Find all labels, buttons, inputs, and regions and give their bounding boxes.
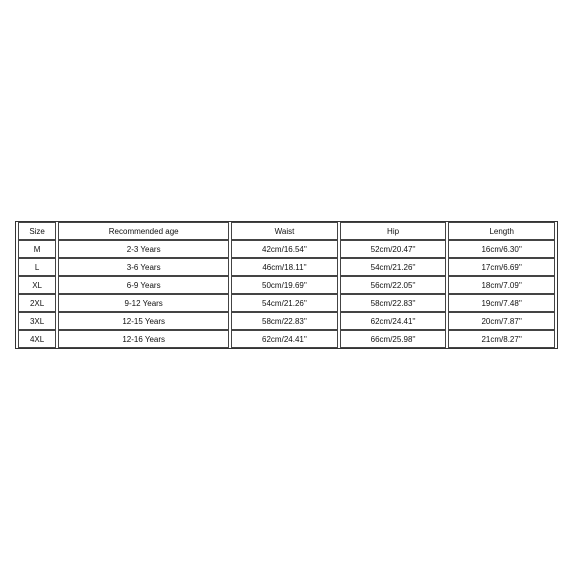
cell-age: 6-9 Years xyxy=(58,276,229,294)
header-waist: Waist xyxy=(231,222,338,240)
table-header-row xyxy=(18,222,555,240)
cell-hip: 54cm/21.26'' xyxy=(340,258,447,276)
cell-waist: 42cm/16.54'' xyxy=(231,240,338,258)
cell-waist: 54cm/21.26'' xyxy=(231,294,338,312)
table-row xyxy=(18,312,555,330)
cell-waist: 58cm/22.83'' xyxy=(231,312,338,330)
cell-size: L xyxy=(18,258,56,276)
cell-age: 9-12 Years xyxy=(58,294,229,312)
cell-length: 20cm/7.87'' xyxy=(448,312,555,330)
table-row xyxy=(18,294,555,312)
cell-age: 12-15 Years xyxy=(58,312,229,330)
cell-hip: 52cm/20.47'' xyxy=(340,240,447,258)
cell-hip: 56cm/22.05'' xyxy=(340,276,447,294)
cell-size: 3XL xyxy=(18,312,56,330)
cell-age: 12-16 Years xyxy=(58,330,229,348)
cell-age: 3-6 Years xyxy=(58,258,229,276)
cell-waist: 50cm/19.69'' xyxy=(231,276,338,294)
cell-waist: 62cm/24.41'' xyxy=(231,330,338,348)
cell-age: 2-3 Years xyxy=(58,240,229,258)
table-row xyxy=(18,330,555,348)
cell-size: XL xyxy=(18,276,56,294)
cell-size: 2XL xyxy=(18,294,56,312)
header-size: Size xyxy=(18,222,56,240)
header-hip: Hip xyxy=(340,222,447,240)
header-length: Length xyxy=(448,222,555,240)
header-recommended-age: Recommended age xyxy=(58,222,229,240)
table-row xyxy=(18,276,555,294)
cell-hip: 58cm/22.83'' xyxy=(340,294,447,312)
size-chart-table xyxy=(15,221,558,349)
table-row xyxy=(18,258,555,276)
table-row xyxy=(18,240,555,258)
cell-length: 16cm/6.30'' xyxy=(448,240,555,258)
cell-length: 21cm/8.27'' xyxy=(448,330,555,348)
cell-waist: 46cm/18.11'' xyxy=(231,258,338,276)
cell-length: 18cm/7.09'' xyxy=(448,276,555,294)
cell-length: 19cm/7.48'' xyxy=(448,294,555,312)
cell-size: M xyxy=(18,240,56,258)
cell-hip: 66cm/25.98'' xyxy=(340,330,447,348)
cell-size: 4XL xyxy=(18,330,56,348)
cell-hip: 62cm/24.41'' xyxy=(340,312,447,330)
cell-length: 17cm/6.69'' xyxy=(448,258,555,276)
